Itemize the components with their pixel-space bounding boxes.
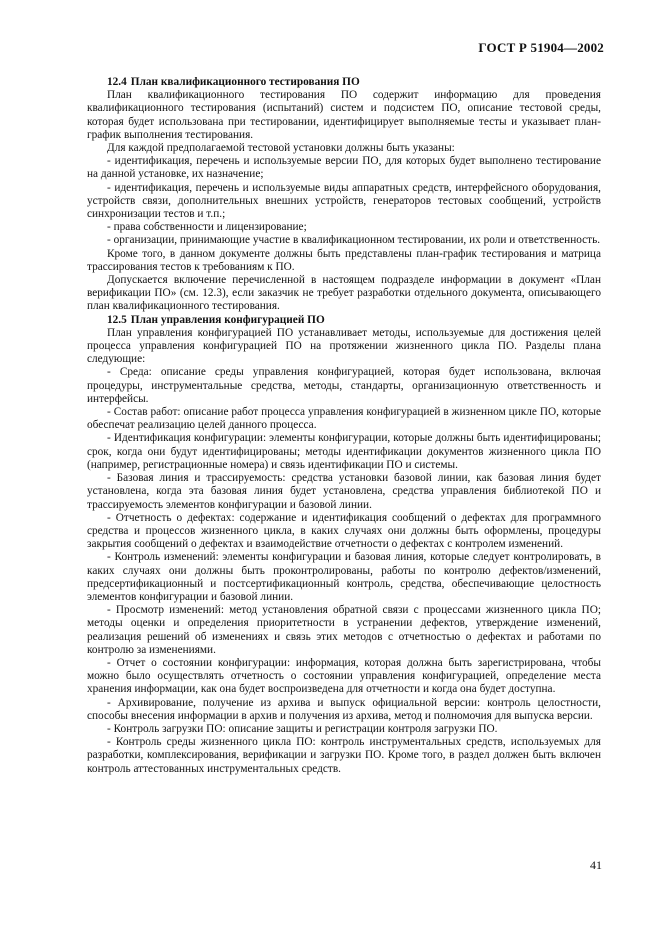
list-item: - организации, принимающие участие в квалификационном тестировании, их роли и ответственность. xyxy=(107,234,601,247)
section-12-4-title: План квалификационного тестирования ПО xyxy=(130,76,360,88)
list-item: - идентификация, перечень и используемые версии ПО, для которых будет выполнено тестирование на данной установке, их назначение; xyxy=(87,155,601,181)
section-12-4-heading xyxy=(87,76,601,89)
page-content xyxy=(87,76,601,776)
list-item: - Архивирование, получение из архива и выпуск официальной версии: контроль целостности, способы внесения информации в архив и получения из архива, метод и полномочия для выпуска версии. xyxy=(87,696,601,722)
list-item: - Отчет о состоянии конфигурации: информация, которая должна быть зарегистрирована, чтобы можно было осуществлять отчетность о состоянии управления конфигурацией, определение места хранения информации, как она будет воспроизведена для отчетности и когда она будет доступна. xyxy=(87,656,601,696)
list-item: - Контроль среды жизненного цикла ПО: контроль инструментальных средств, используемых для разработки, комплексирования, верификации и загрузки ПО. Кроме того, в раздел должен быть включен контроль аттестованных инструментальных средств. xyxy=(87,736,601,775)
list-item: - Состав работ: описание работ процесса управления конфигурацией в жизненном цикле ПО, которые обеспечат реализацию целей данного процесса. xyxy=(87,406,601,432)
list-item: - Контроль изменений: элементы конфигурации и базовая линия, которые следует контролировать, в каких случаях они должны быть проконтролированы, работы по контролю дефектов/изменений, предсертификационный и постсертификационный контроль, средства, обеспечивающие целостность элементов конфигурации и базовой линии. xyxy=(87,551,601,603)
list-item: - Идентификация конфигурации: элементы конфигурации, которые должны быть идентифицированы; срок, когда они будут идентифицированы; методы идентификации документов жизненного цикла ПО (например, регистрационные номера) и связь идентификации ПО и системы. xyxy=(87,432,601,471)
list-item: - Просмотр изменений: метод установления обратной связи с процессами жизненного цикла ПО; методы оценки и определения приоритетности в устранении дефектов, утверждение изменений, реализация решений об изменениях и связь этих методов с отчетностью о дефектах и работами по контролю за изменениями. xyxy=(87,604,601,656)
list-item: - идентификация, перечень и используемые виды аппаратных средств, интерфейсного оборудования, устройств связи, дополнительных внешних устройств, генераторов тестовых сообщений, устройств синхронизации тестов и т.п.; xyxy=(87,181,601,221)
standard-header: ГОСТ Р 51904—2002 xyxy=(478,40,604,55)
paragraph: План квалификационного тестирования ПО содержит информацию для проведения квалификационного тестирования (испытаний) систем и подсистем ПО, описание тестовой среды, которая будет использована при тестировании, идентифицирует выполняемые тесты и указывает план-график выполнения тестирования. xyxy=(87,89,601,141)
page-number: 41 xyxy=(590,858,602,872)
list-item: - Среда: описание среды управления конфигурацией, которая будет использована, включая процедуры, инструментальные средства, методы, стандарты, организационную ответственность и интерфейсы. xyxy=(87,366,601,405)
section-12-5-heading xyxy=(87,314,601,327)
list-item: - Базовая линия и трассируемость: средства установки базовой линии, как базовая линия будет установлена, когда эта базовая линия будет установлена, средства управления библиотекой ПО и трассируемость элементов конфигурации и базовой линии. xyxy=(87,472,601,511)
list-item: - Контроль загрузки ПО: описание защиты и регистрации контроля загрузки ПО. xyxy=(107,722,498,735)
paragraph: План управления конфигурацией ПО устанавливает методы, используемые для достижения целей процесса управления конфигурацией ПО на протяжении жизненного цикла ПО. Разделы плана следующие: xyxy=(87,326,601,366)
list-item: - Отчетность о дефектах: содержание и идентификация сообщений о дефектах для программного средства и процессов жизненного цикла, в каких случаях они должны быть оформлены, процедуры закрытия сообщений о дефектах и взаимодействие отчетности о дефектах с контролем изменений. xyxy=(87,511,601,551)
section-12-5-number: 12.5 xyxy=(107,313,127,326)
section-12-4-number: 12.4 xyxy=(107,76,127,88)
section-12-5-title: План управления конфигурацией ПО xyxy=(130,313,325,326)
paragraph: Допускается включение перечисленной в настоящем подразделе информации в документ «План верификации ПО» (см. 12.3), если заказчик не требует разработки отдельного документа, описывающего план квалификационного тестирования. xyxy=(87,274,601,313)
paragraph: Для каждой предполагаемой тестовой установки должны быть указаны: xyxy=(107,142,455,155)
paragraph: Кроме того, в данном документе должны быть представлены план-график тестирования и матрица трассирования тестов к требованиям к ПО. xyxy=(87,247,601,273)
list-item: - права собственности и лицензирование; xyxy=(107,221,307,234)
